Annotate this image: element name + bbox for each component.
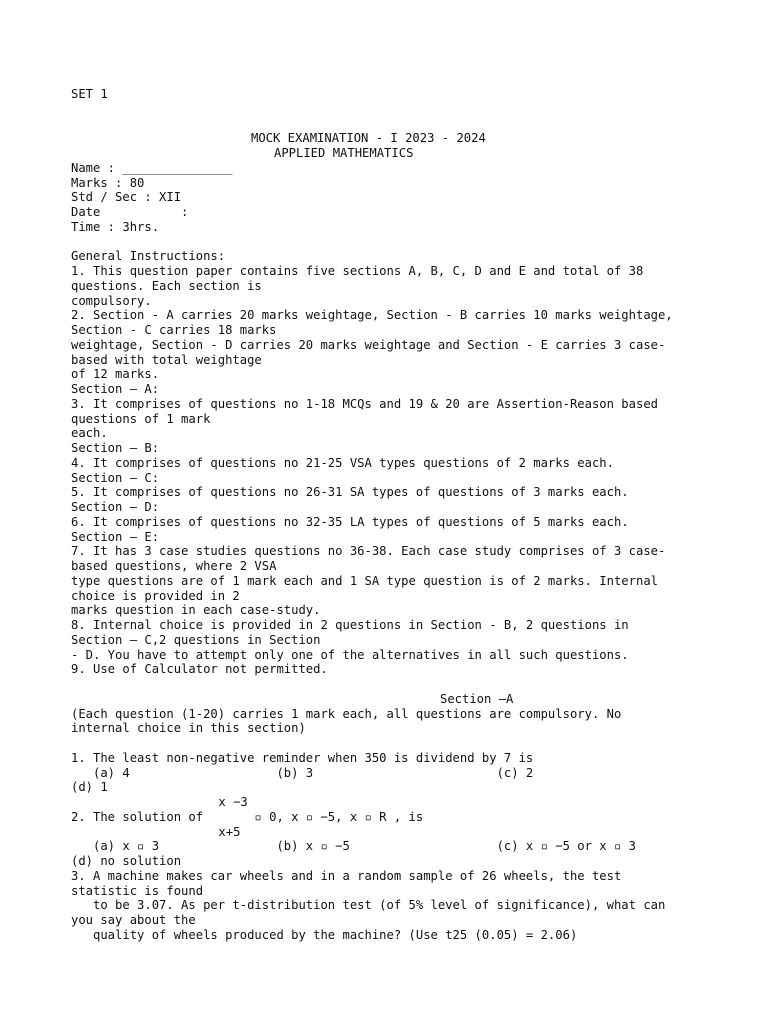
section-a-heading: Section –A — [440, 691, 514, 706]
instruction-line: 4. It comprises of questions no 21-25 VSA types questions of 2 marks each. — [71, 455, 614, 470]
field-time: Time : 3hrs. — [71, 219, 160, 234]
question-line: quality of wheels produced by the machine? (Use t25 (0.05) = 2.06) — [71, 927, 578, 942]
instruction-line: Section – D: — [71, 500, 160, 514]
instruction-line: based with total weightage — [71, 352, 262, 367]
instruction-line: type questions are of 1 mark each and 1 SA type question is of 2 marks. Internal — [71, 573, 658, 588]
instruction-line: questions. Each section is — [71, 278, 262, 293]
instruction-line: questions of 1 mark — [71, 411, 211, 426]
field-marks: Marks : 80 — [71, 175, 145, 190]
instruction-line: based questions, where 2 VSA — [71, 559, 277, 573]
instruction-line: each. — [71, 426, 108, 441]
set-label: SET 1 — [71, 87, 108, 101]
instruction-line: 2. Section - A carries 20 marks weightage, Section - B carries 10 marks weightage, — [71, 308, 673, 323]
spacer — [71, 102, 741, 132]
question-line: x −3 — [79, 795, 248, 809]
question-line: to be 3.07. As per t-distribution test (of 5% level of significance), what can — [71, 898, 666, 913]
instruction-line: weightage, Section - D carries 20 marks weightage and Section - E carries 3 case- — [71, 337, 666, 352]
instruction-line: Section – C,2 questions in Section — [71, 632, 321, 647]
instruction-line: Section – B: — [71, 441, 160, 455]
instruction-line: Section - C carries 18 marks — [71, 323, 277, 337]
question-line: x+5 — [79, 824, 241, 839]
instruction-line: 8. Internal choice is provided in 2 questions in Section - B, 2 questions in — [71, 618, 629, 632]
instruction-line: 6. It comprises of questions no 32-35 LA types of questions of 5 marks each. — [71, 514, 629, 529]
exam-title: MOCK EXAMINATION - I 2023 - 2024 — [251, 131, 486, 146]
field-name: Name : _______________ — [71, 160, 233, 175]
instruction-line: marks question in each case-study. — [71, 603, 321, 618]
section-a-note: (Each question (1-20) carries 1 mark each, all questions are compulsory. No — [71, 706, 622, 721]
exam-subject: APPLIED MATHEMATICS — [274, 146, 414, 160]
instruction-line: of 12 marks. — [71, 367, 160, 382]
question-line: 3. A machine makes car wheels and in a random sample of 26 wheels, the test — [71, 868, 622, 883]
instruction-line: General Instructions: — [71, 249, 226, 264]
spacer — [71, 677, 741, 692]
question-line: (d) 1 — [71, 780, 108, 795]
question-line: you say about the — [71, 913, 196, 927]
exam-document — [71, 87, 741, 943]
instruction-line: choice is provided in 2 — [71, 588, 240, 603]
section-a-note: internal choice in this section) — [71, 721, 306, 736]
instruction-line: Section – C: — [71, 470, 160, 485]
field-std-sec: Std / Sec : XII — [71, 190, 182, 205]
instruction-line: 5. It comprises of questions no 26-31 SA types of questions of 3 marks each. — [71, 485, 629, 500]
question-line: 2. The solution of ▫ 0, x ▫ −5, x ▫ R , is — [71, 809, 424, 824]
instruction-line: Section – A: — [71, 382, 160, 396]
instruction-line: 1. This question paper contains five sections A, B, C, D and E and total of 38 — [71, 264, 644, 278]
question-line: statistic is found — [71, 883, 204, 898]
instruction-line: Section – E: — [71, 529, 160, 544]
instruction-line: - D. You have to attempt only one of the alternatives in all such questions. — [71, 647, 629, 662]
question-line: (a) 4 (b) 3 (c) 2 — [71, 765, 534, 780]
spacer — [71, 736, 741, 751]
question-line: (a) x ▫ 3 (b) x ▫ −5 (c) x ▫ −5 or x ▫ 3 — [71, 839, 636, 854]
instruction-line: compulsory. — [71, 293, 152, 308]
spacer — [71, 235, 741, 250]
field-date: Date : — [71, 205, 189, 219]
instruction-line: 3. It comprises of questions no 1-18 MCQs and 19 & 20 are Assertion-Reason based — [71, 396, 658, 411]
instruction-line: 9. Use of Calculator not permitted. — [71, 662, 328, 677]
question-line: 1. The least non-negative reminder when 350 is dividend by 7 is — [71, 750, 534, 765]
instruction-line: 7. It has 3 case studies questions no 36-38. Each case study comprises of 3 case- — [71, 544, 666, 559]
question-line: (d) no solution — [71, 854, 182, 868]
